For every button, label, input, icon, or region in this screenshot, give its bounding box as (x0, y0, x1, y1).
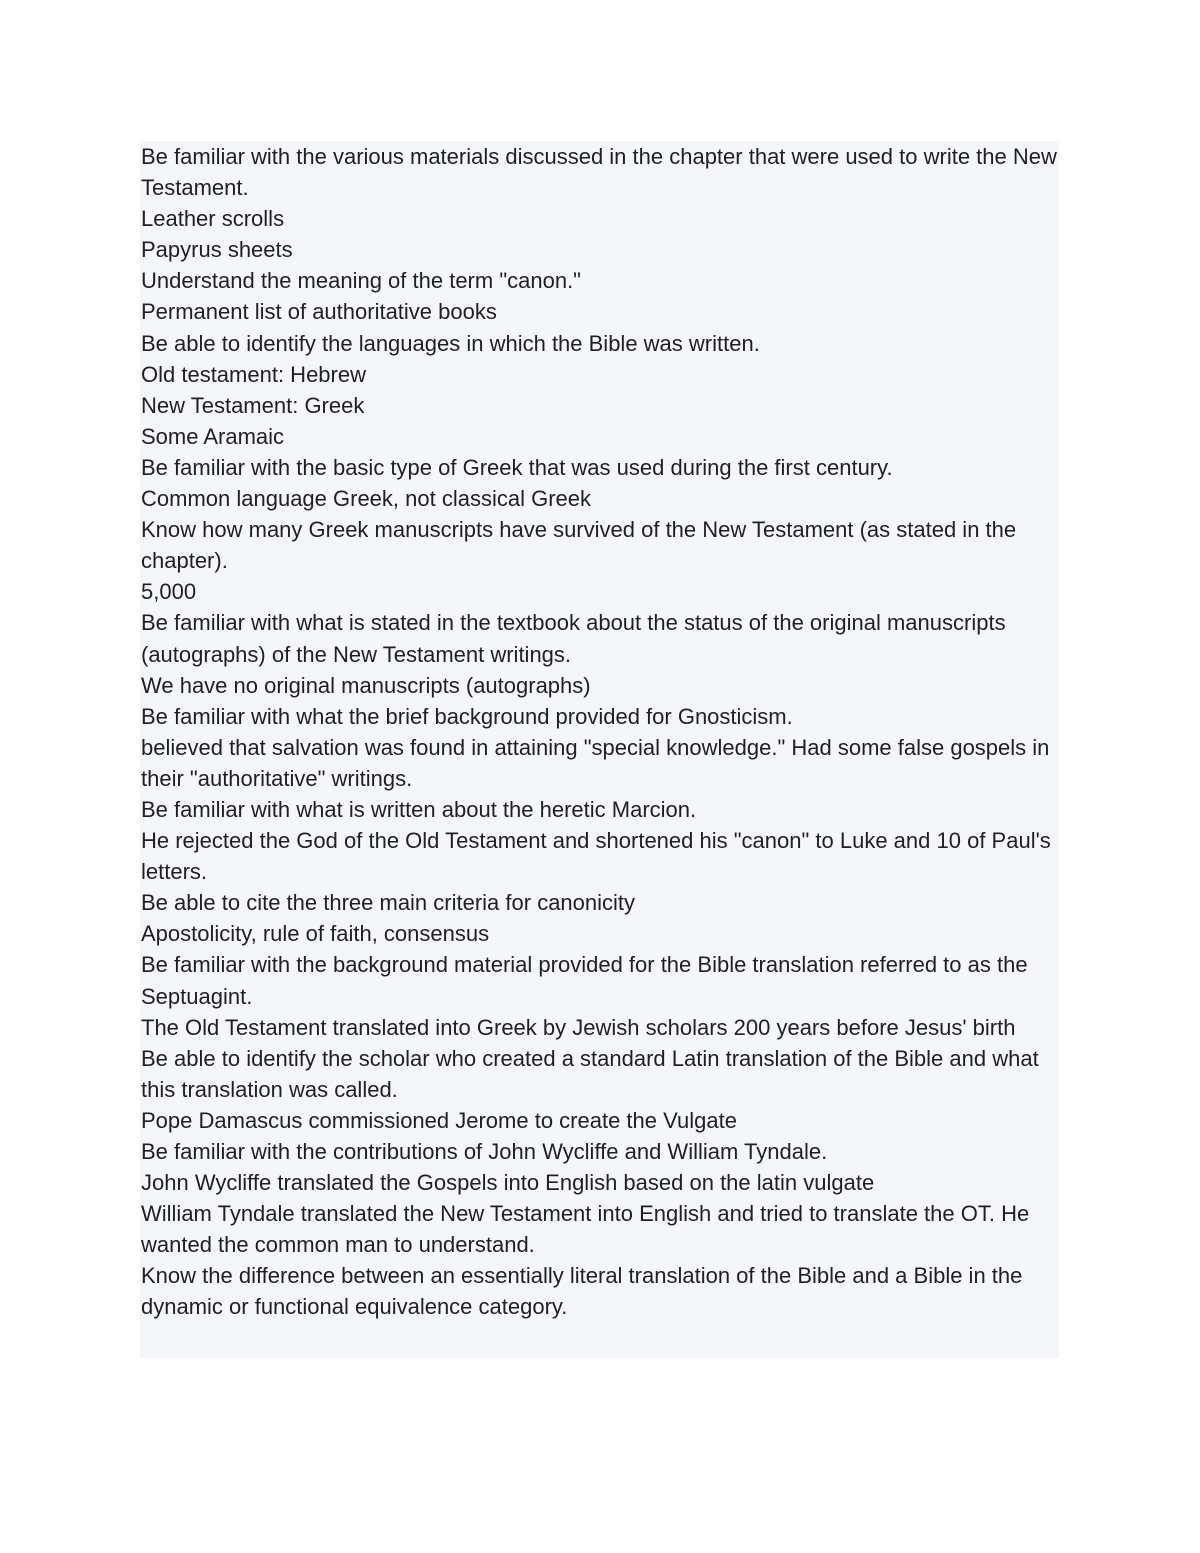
text-line: Be familiar with what is written about the heretic Marcion. (141, 796, 697, 822)
text-line: 5,000 (141, 579, 197, 605)
text-line: Old testament: Hebrew (141, 361, 366, 387)
text-line: The Old Testament translated into Greek by Jewish scholars 200 years before Jesus' birth (141, 1014, 1016, 1040)
text-line: Some Aramaic (141, 423, 285, 449)
text-line: We have no original manuscripts (autographs) (141, 672, 591, 698)
study-guide-lines (140, 141, 1059, 1323)
text-line: Leather scrolls (141, 206, 285, 232)
text-line: Know the difference between an essentially literal translation of the Bible and a Bible in the dynamic or functional equivalence category. (141, 1263, 1023, 1320)
text-line: Understand the meaning of the term "canon." (141, 268, 581, 294)
study-guide-text-block (140, 141, 1059, 1358)
text-line: He rejected the God of the Old Testament and shortened his "canon" to Luke and 10 of Paul's letters. (141, 828, 1051, 885)
text-line: Be able to identify the languages in which the Bible was written. (141, 330, 760, 356)
text-line: Be able to identify the scholar who created a standard Latin translation of the Bible and what this translation was called. (141, 1045, 1039, 1102)
text-line: Be familiar with what is stated in the textbook about the status of the original manuscripts (autographs) of the New Testament writings. (141, 610, 1006, 667)
text-line: Be familiar with the background material provided for the Bible translation referred to as the Septuagint. (141, 952, 1028, 1009)
text-line: William Tyndale translated the New Testament into English and tried to translate the OT. He wanted the common man to understand. (141, 1201, 1030, 1258)
text-line: believed that salvation was found in attaining "special knowledge." Had some false gospels in their "authoritative" writings. (141, 734, 1050, 791)
text-line: Pope Damascus commissioned Jerome to create the Vulgate (141, 1107, 737, 1133)
text-line: Know how many Greek manuscripts have survived of the New Testament (as stated in the chapter). (141, 517, 1017, 574)
text-line: Be familiar with what the brief background provided for Gnosticism. (141, 703, 793, 729)
text-line: Apostolicity, rule of faith, consensus (141, 921, 490, 947)
text-line: New Testament: Greek (141, 392, 365, 418)
text-line: Be familiar with the basic type of Greek that was used during the first century. (141, 454, 893, 480)
text-line: Be familiar with the contributions of John Wycliffe and William Tyndale. (141, 1139, 828, 1164)
text-line: Papyrus sheets (141, 237, 293, 263)
text-line: Be able to cite the three main criteria for canonicity (141, 890, 636, 916)
text-line: Be familiar with the various materials discussed in the chapter that were used to write the New Testament. (141, 144, 1057, 201)
text-line: Common language Greek, not classical Greek (141, 486, 591, 512)
text-line: John Wycliffe translated the Gospels into English based on the latin vulgate (141, 1170, 875, 1196)
text-line: Permanent list of authoritative books (141, 299, 497, 325)
